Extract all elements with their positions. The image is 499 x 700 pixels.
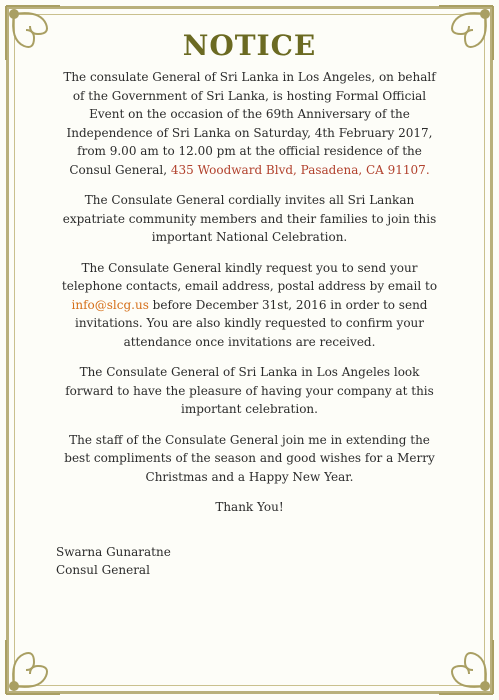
signature-block	[56, 543, 443, 579]
notice-content	[56, 30, 443, 670]
thank-you: Thank You!	[215, 500, 284, 514]
request-text-before: The Consulate General kindly request you to send your telephone contacts, email address, postal address by email to	[61, 260, 438, 293]
paragraph-forward: The Consulate General of Sri Lanka in Los Angeles look forward to have the pleasure of having your company at this important celebration.	[65, 365, 434, 416]
signature-name: Swarna Gunaratne	[56, 544, 171, 559]
email-link[interactable]: info@slcg.us	[71, 297, 149, 312]
signature-title: Consul General	[56, 562, 150, 577]
event-address: 435 Woodward Blvd, Pasadena, CA 91107.	[170, 162, 430, 177]
paragraph-invitation: The Consulate General cordially invites all Sri Lankan expatriate community members and their families to join this important National Celebration.	[62, 193, 437, 244]
notice-title: NOTICE	[182, 29, 317, 62]
paragraph-greetings: The staff of the Consulate General join me in extending the best compliments of the season and good wishes for a Merry Christmas and a Happy New Year.	[64, 432, 435, 484]
request-text-after: before December 31st, 2016 in order to send invitations. You are also kindly requested to confirm your attendance once invitations are received.	[74, 297, 428, 349]
event-text: The consulate General of Sri Lanka in Los Angeles, on behalf of the Government of Sri Lanka, is hosting Formal Official Event on the occasion of the 69th Anniversary of the Independence of Sri Lanka on Saturday, 4th February 2017, from 9.00 am to 12.00 pm at the official residence of the Consul General,	[63, 70, 436, 177]
paragraph-request	[56, 259, 443, 352]
paragraph-event	[56, 68, 443, 179]
